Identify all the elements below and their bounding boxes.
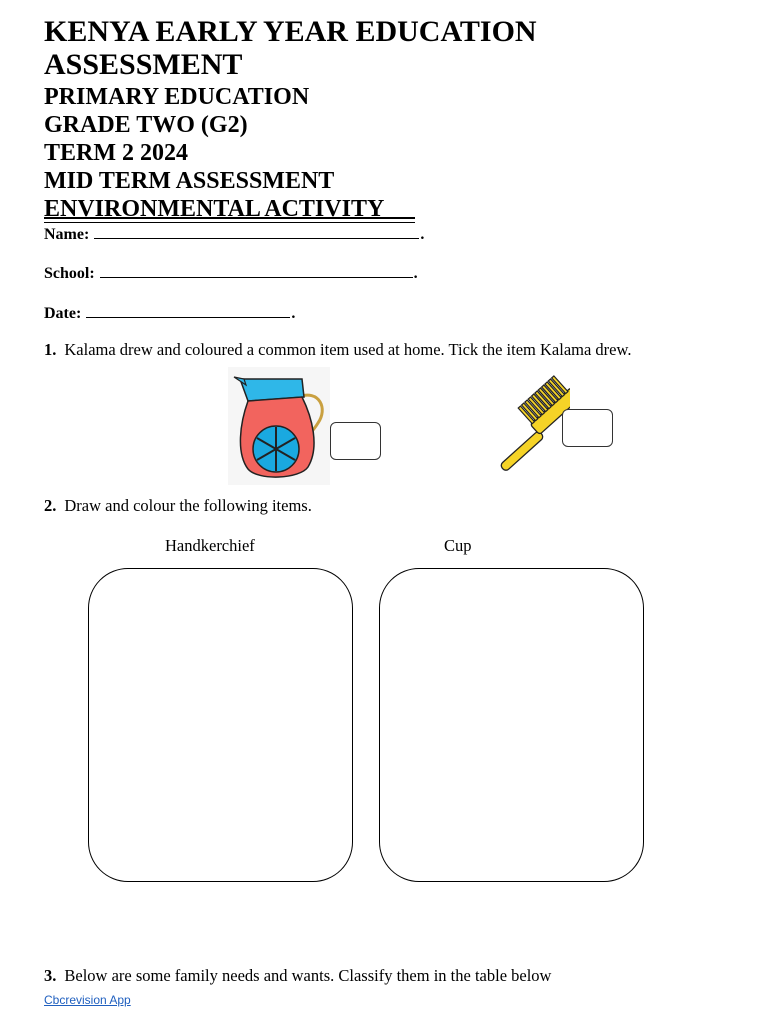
subject-label: ENVIRONMENTAL ACTIVITY (44, 196, 385, 222)
drawing-area-handkerchief[interactable] (88, 568, 353, 882)
school-blank[interactable] (100, 262, 413, 278)
exam-label: MID TERM ASSESSMENT (44, 168, 335, 194)
name-end-mark: . (420, 226, 425, 243)
draw-label-cup: Cup (444, 536, 472, 555)
tick-box-jug[interactable] (330, 422, 381, 460)
question-2-number: 2. (44, 496, 57, 515)
question-3-text: Below are some family needs and wants. Classify them in the table below (64, 966, 552, 985)
comb-icon (470, 372, 570, 484)
question-2-text: Draw and colour the following items. (64, 496, 312, 515)
question-3-number: 3. (44, 966, 57, 985)
name-label: Name: (44, 226, 90, 243)
footer-app-link[interactable]: Cbcrevision App (44, 993, 131, 1007)
title-line-1: KENYA EARLY YEAR EDUCATION (44, 15, 537, 48)
date-field[interactable] (44, 302, 295, 324)
question-2 (44, 496, 312, 516)
drawing-area-cup[interactable] (379, 568, 644, 882)
question-3 (44, 966, 551, 986)
date-label: Date: (44, 305, 82, 322)
school-field[interactable] (44, 262, 418, 284)
name-field[interactable] (44, 223, 424, 245)
education-level: PRIMARY EDUCATION (44, 84, 310, 110)
school-label: School: (44, 265, 95, 282)
name-blank[interactable] (94, 223, 419, 239)
date-blank[interactable] (86, 302, 290, 318)
title-line-2: ASSESSMENT (44, 48, 243, 81)
grade-label: GRADE TWO (G2) (44, 112, 248, 138)
question-1-number: 1. (44, 340, 57, 359)
question-1-text: Kalama drew and coloured a common item used at home. Tick the item Kalama drew. (64, 340, 632, 359)
school-end-mark: . (413, 265, 418, 282)
draw-label-handkerchief: Handkerchief (165, 536, 255, 555)
date-end-mark: . (291, 305, 296, 322)
question-1 (44, 340, 631, 360)
term-label: TERM 2 2024 (44, 140, 188, 166)
jug-icon (228, 367, 330, 485)
tick-box-comb[interactable] (562, 409, 613, 447)
